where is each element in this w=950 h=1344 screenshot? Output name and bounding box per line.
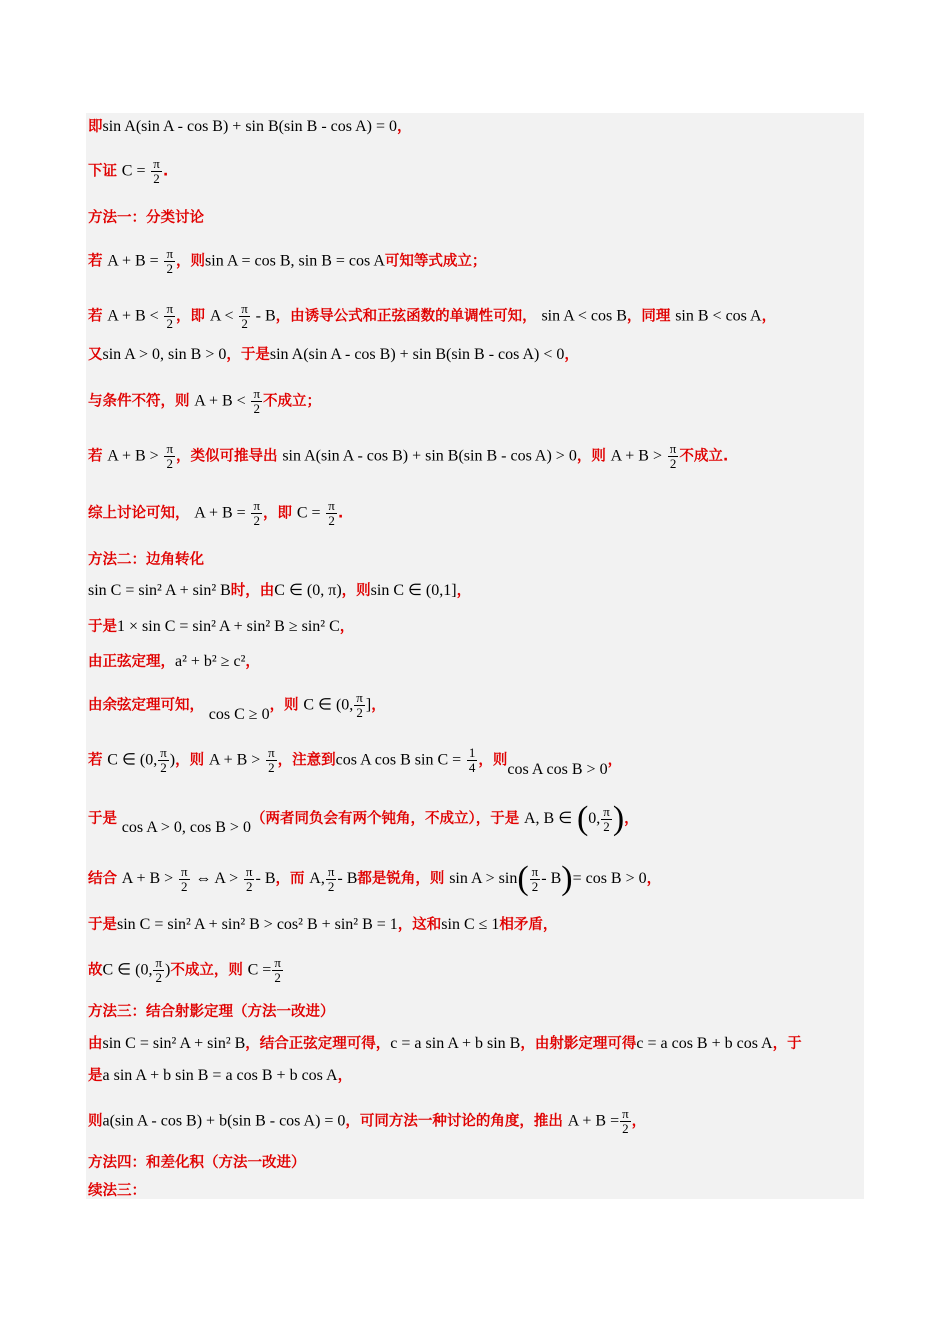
fraction-denominator: 2 [153, 171, 160, 186]
parenthesis: ) [612, 800, 625, 837]
text: ， [624, 811, 639, 827]
text: ，同理 [626, 308, 671, 325]
text: ，类似可推导出 [176, 448, 278, 465]
text-line [88, 1032, 802, 1055]
text: ， [245, 654, 260, 670]
section-heading [88, 1000, 335, 1023]
text: 相矛盾， [499, 917, 558, 933]
section-heading [88, 1151, 306, 1174]
formula: - B [541, 870, 562, 887]
formula: C ∈ (0, [107, 751, 158, 769]
text: 方法二：边角转化 [88, 552, 204, 568]
text: 结合 [88, 871, 117, 887]
fraction [239, 302, 250, 331]
text: ，结合正弦定理可得， [245, 1036, 391, 1052]
fraction [251, 387, 262, 416]
formula: sin C ∈ (0,1] [370, 582, 457, 599]
text-line [88, 956, 284, 985]
formula: sin C = sin² A + sin² B > cos² B + sin² B = 1 [117, 916, 398, 933]
text: ， [631, 1113, 647, 1130]
fraction-numerator: π [622, 1106, 629, 1121]
text: ，则 [576, 448, 606, 465]
fraction-numerator: π [603, 803, 610, 819]
formula: A, [309, 870, 325, 887]
fraction-denominator: 2 [274, 970, 281, 985]
text: 方法一：分类讨论 [88, 210, 204, 226]
fraction-denominator: 2 [328, 513, 335, 528]
text: 方法三：结合射影定理（方法一改进） [88, 1004, 335, 1020]
formula: sin C = sin² A + sin² B [102, 1035, 246, 1052]
fraction [164, 247, 175, 276]
fraction-denominator: 2 [253, 401, 260, 416]
text: ， [607, 752, 623, 769]
text-line [88, 1107, 646, 1136]
formula: sin C ≤ 1 [441, 916, 500, 933]
text: 由 [88, 1036, 103, 1052]
text: ，即 [263, 505, 293, 522]
formula: ) [169, 751, 176, 769]
fraction [158, 746, 169, 775]
fraction [326, 499, 337, 528]
fraction [620, 1107, 631, 1136]
text: 于是 [88, 811, 117, 827]
text-line [88, 442, 728, 471]
fraction-numerator: π [268, 745, 275, 760]
text: 下证 [88, 163, 117, 180]
formula: sin A(sin A - cos B) + sin B(sin B - cos A) < 0 [269, 346, 565, 363]
text: ，由诱导公式和正弦函数的单调性可知， [275, 308, 537, 325]
fraction [151, 157, 162, 186]
formula: ⇔ A > [195, 870, 239, 887]
fraction-denominator: 2 [155, 970, 162, 985]
text: 于是 [88, 619, 117, 635]
section-heading [88, 548, 204, 571]
fraction-denominator: 2 [603, 818, 610, 834]
text: 时，由 [230, 583, 275, 599]
formula: c = a sin A + b sin B [390, 1035, 521, 1052]
text-line [88, 499, 343, 528]
fraction [601, 805, 612, 834]
text-line [88, 247, 486, 276]
formula: sin A > 0, sin B > 0 [102, 346, 227, 363]
text: ， [397, 119, 412, 135]
text: 都是锐角，则 [357, 871, 445, 887]
text: 于是 [88, 917, 117, 933]
text: ，于是 [226, 347, 270, 363]
text: ，则 [269, 697, 299, 714]
formula: A + B < [194, 392, 246, 410]
text: ， [761, 308, 777, 325]
formula: A + B = [194, 504, 246, 522]
parenthesis: ( [517, 860, 529, 897]
formula: sin A = cos B, sin B = cos A [205, 252, 385, 270]
text: 由正弦定理， [88, 654, 175, 670]
text-line [88, 115, 412, 138]
text: 即 [88, 119, 103, 135]
fraction [244, 865, 255, 894]
fraction [164, 442, 175, 471]
fraction-numerator: π [245, 863, 253, 879]
text: 综上讨论可知， [88, 505, 190, 522]
section-heading [88, 1179, 146, 1202]
text: 可知等式成立； [384, 253, 487, 270]
fraction-numerator: π [155, 955, 163, 970]
formula: 1 × sin C = sin² A + sin² B ≥ sin² C [117, 618, 340, 635]
formula: C ∈ (0, [303, 696, 354, 714]
formula: A + B > [107, 447, 159, 465]
fraction-denominator: 2 [268, 760, 275, 775]
fraction-denominator: 2 [160, 760, 167, 775]
formula: cos C ≥ 0 [208, 705, 270, 723]
text-line [88, 579, 471, 602]
text: ，则 [176, 253, 206, 270]
fraction [326, 865, 337, 894]
formula: a² + b² ≥ c² [175, 653, 246, 670]
parenthesis: ( [576, 800, 589, 837]
fraction-numerator: π [166, 301, 174, 316]
text: 若 [88, 308, 103, 325]
text: ，注意到 [277, 752, 336, 769]
text: . [162, 163, 169, 180]
fraction-numerator: π [356, 690, 363, 705]
fraction [668, 442, 679, 471]
fraction [467, 746, 478, 775]
text-line [88, 745, 623, 778]
formula: A + B > [208, 751, 261, 769]
text: ， [337, 1068, 353, 1084]
text: ， [646, 871, 662, 887]
text: 故 [88, 962, 103, 979]
fraction-denominator: 2 [166, 456, 173, 471]
formula: A + B > [121, 870, 174, 887]
fraction [179, 865, 190, 894]
text: 续法三： [88, 1183, 146, 1199]
fraction-denominator: 2 [241, 316, 248, 331]
formula: ] [365, 696, 372, 714]
formula: a sin A + b sin B = a cos B + b cos A [102, 1067, 338, 1084]
fraction-denominator: 2 [669, 456, 677, 471]
fraction-denominator: 2 [166, 261, 173, 276]
formula: ) [165, 961, 171, 979]
formula: cos A cos B > 0 [507, 760, 608, 778]
text: ， [371, 697, 386, 714]
text: 与条件不符，则 [88, 393, 190, 410]
text-line [88, 862, 661, 896]
formula: A + B = [107, 252, 159, 270]
text: ，则 [341, 583, 371, 599]
fraction [266, 746, 277, 775]
text: 是 [88, 1068, 103, 1084]
fraction [354, 691, 365, 720]
formula: sin B < cos A [675, 307, 762, 325]
text-line [88, 615, 354, 638]
fraction-numerator: π [253, 386, 261, 401]
text: ，这和 [397, 917, 442, 933]
text: ，则 [175, 752, 205, 769]
formula: A, B ∈ [523, 810, 573, 827]
text: ，则 [478, 752, 508, 769]
formula: = cos B > 0 [572, 870, 647, 887]
formula: sin A > sin [449, 870, 518, 887]
fraction [153, 956, 164, 985]
text: ，可同方法一种讨论的角度，推出 [345, 1113, 563, 1130]
formula: 0, [588, 810, 601, 827]
fraction-denominator: 2 [253, 513, 260, 528]
fraction-denominator: 2 [622, 1121, 629, 1136]
fraction-numerator: π [241, 301, 248, 316]
fraction-denominator: 4 [468, 760, 476, 775]
formula: C ∈ (0, π) [274, 582, 342, 599]
fraction [272, 956, 283, 985]
fraction-numerator: π [327, 863, 335, 879]
formula: cos A cos B sin C = [335, 751, 462, 769]
text: 又 [88, 347, 103, 363]
fraction-numerator: π [531, 863, 539, 879]
formula: sin A < cos B [541, 307, 627, 325]
fraction-numerator: π [253, 498, 261, 513]
formula: sin C = sin² A + sin² B [88, 582, 231, 599]
formula: C = [296, 504, 321, 522]
text: 不成立，则 [170, 962, 243, 979]
fraction-numerator: π [274, 955, 281, 970]
formula: - B [337, 870, 358, 887]
formula: A < [209, 307, 234, 325]
formula: c = a cos B + b cos A [636, 1035, 773, 1052]
fraction-denominator: 2 [166, 316, 173, 331]
text-line [88, 1064, 352, 1087]
fraction [530, 865, 541, 894]
section-heading [88, 206, 204, 229]
text-line [88, 690, 386, 723]
text-line [88, 302, 776, 331]
formula: a(sin A - cos B) + b(sin B - cos A) = 0 [102, 1112, 346, 1130]
text: . [337, 505, 344, 522]
formula: A + B = [567, 1112, 620, 1130]
text: 方法四：和差化积（方法一改进） [88, 1155, 306, 1171]
text: 由余弦定理可知， [88, 697, 204, 714]
formula: sin A(sin A - cos B) + sin B(sin B - cos A) = 0 [102, 118, 398, 135]
fraction-denominator: 2 [531, 878, 539, 894]
formula: A + B > [610, 447, 662, 465]
formula: C = [247, 961, 272, 979]
text: ， [456, 583, 472, 599]
fraction-denominator: 2 [356, 705, 363, 720]
text: 则 [88, 1113, 103, 1130]
fraction-numerator: π [328, 498, 335, 513]
text: 不成立； [263, 393, 322, 410]
parenthesis: ) [561, 860, 573, 897]
text: ，而 [275, 871, 305, 887]
text: ，由射影定理可得 [520, 1036, 637, 1052]
fraction [164, 302, 175, 331]
fraction-numerator: π [669, 441, 677, 456]
text-line [88, 387, 321, 416]
text-line [88, 913, 557, 936]
formula: A + B < [107, 307, 159, 325]
formula: cos A > 0, cos B > 0 [121, 819, 251, 836]
text: （两者同负会有两个钝角，不成立），于是 [250, 811, 520, 827]
text-line [88, 802, 639, 836]
fraction [251, 499, 262, 528]
text: ， [339, 619, 355, 635]
formula: - B [255, 870, 276, 887]
formula: C = [121, 162, 146, 180]
text: 若 [88, 752, 103, 769]
fraction-numerator: π [153, 156, 160, 171]
fraction-numerator: π [166, 441, 174, 456]
text: 不成立. [679, 448, 729, 465]
text-line [88, 157, 168, 186]
formula: C ∈ (0, [102, 961, 153, 979]
text: 若 [88, 448, 103, 465]
fraction-numerator: π [160, 745, 167, 760]
fraction-numerator: 1 [468, 745, 476, 760]
document-page [86, 113, 864, 1199]
formula: - B [255, 307, 276, 325]
text: ，即 [176, 308, 206, 325]
fraction-numerator: π [166, 246, 174, 261]
fraction-denominator: 2 [327, 878, 335, 894]
fraction-denominator: 2 [245, 878, 253, 894]
fraction-denominator: 2 [180, 878, 188, 894]
text: 若 [88, 253, 103, 270]
text-line [88, 650, 260, 673]
formula: sin A(sin A - cos B) + sin B(sin B - cos A) > 0 [282, 447, 577, 465]
text: ， [564, 347, 579, 363]
fraction-numerator: π [180, 863, 188, 879]
text-line [88, 343, 579, 366]
text: ，于 [772, 1036, 802, 1052]
